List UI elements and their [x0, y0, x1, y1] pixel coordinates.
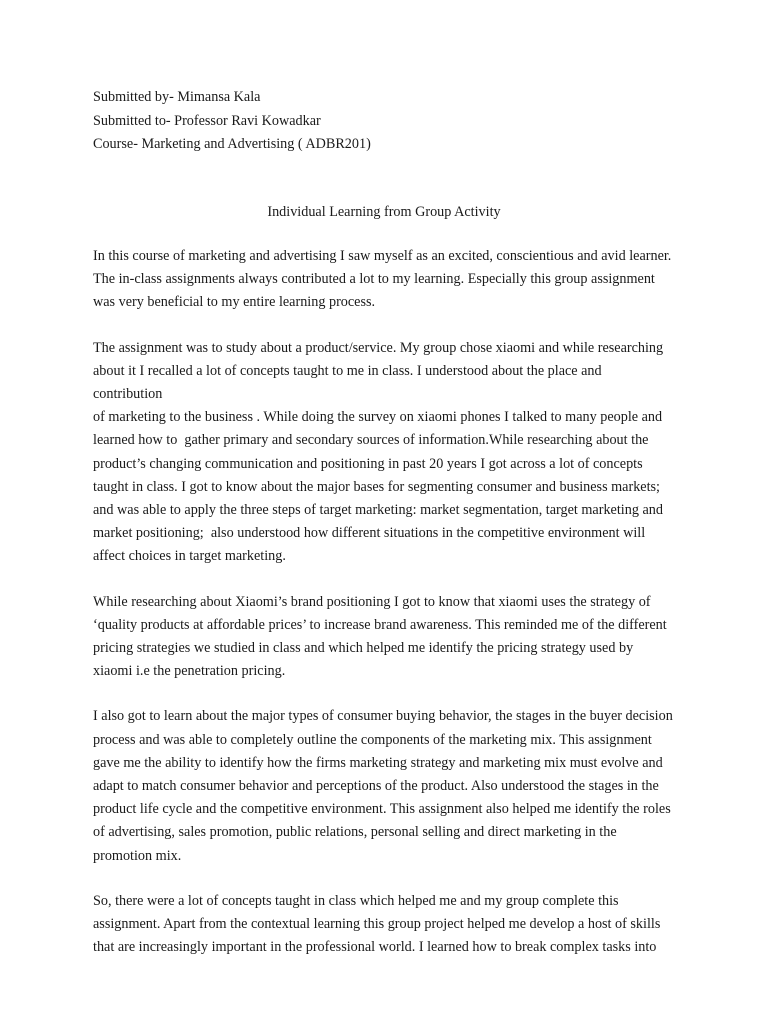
submitted-by-line: Submitted by- Mimansa Kala — [93, 89, 261, 105]
submission-header — [93, 86, 693, 157]
submitted-to-line: Submitted to- Professor Ravi Kowadkar — [93, 112, 321, 129]
paragraph-3: While researching about Xiaomi’s brand positioning I got to know that xiaomi uses the strategy of ‘quality products at affordable prices’ to increase brand awareness. This reminded me of the different pricing strategies we studied in class and which helped me identify the pricing strategy used by xiaomi i.e the penetration pricing. — [93, 593, 667, 680]
document-body — [93, 245, 673, 981]
paragraph-5: So, there were a lot of concepts taught in class which helped me and my group complete this assignment. Apart from the contextual learning this group project helped me develop a host of skills that are increasingly important in the professional world. I learned how to break complex tasks into — [93, 892, 661, 956]
paragraph-1: In this course of marketing and advertising I saw myself as an excited, conscientious and avid learner. The in-class assignments always contributed a lot to my learning. Especially this group assignment was very beneficial to my entire learning process. — [93, 248, 672, 311]
paragraph-2: The assignment was to study about a product/service. My group chose xiaomi and while researching about it I recalled a lot of concepts taught to me in class. I understood about the place and contribution of marketing to the business . While doing the survey on xiaomi phones I talked to many people and learned how to gather primary and secondary sources of information.While researching about the product’s changing communication and positioning in past 20 years I got across a lot of concepts taught in class. I got to know about the major bases for segmenting consumer and business markets; and was able to apply the three steps of target marketing: market segmentation, target marketing and market positioning; also understood how different situations in the competitive environment will affect choices in target marketing. — [93, 339, 664, 565]
paragraph-4: I also got to learn about the major types of consumer buying behavior, the stages in the buyer decision process and was able to completely outline the components of the marketing mix. This assignment gave me the ability to identify how the firms marketing strategy and marketing mix must evolve and adapt to match consumer behavior and perceptions of the product. Also understood the stages in the product life cycle and the competitive environment. This assignment also helped me identify the roles of advertising, sales promotion, public relations, personal selling and direct marketing in the promotion mix. — [93, 708, 673, 864]
document-title: Individual Learning from Group Activity — [267, 204, 501, 220]
course-line: Course- Marketing and Advertising ( ADBR201) — [93, 136, 371, 152]
